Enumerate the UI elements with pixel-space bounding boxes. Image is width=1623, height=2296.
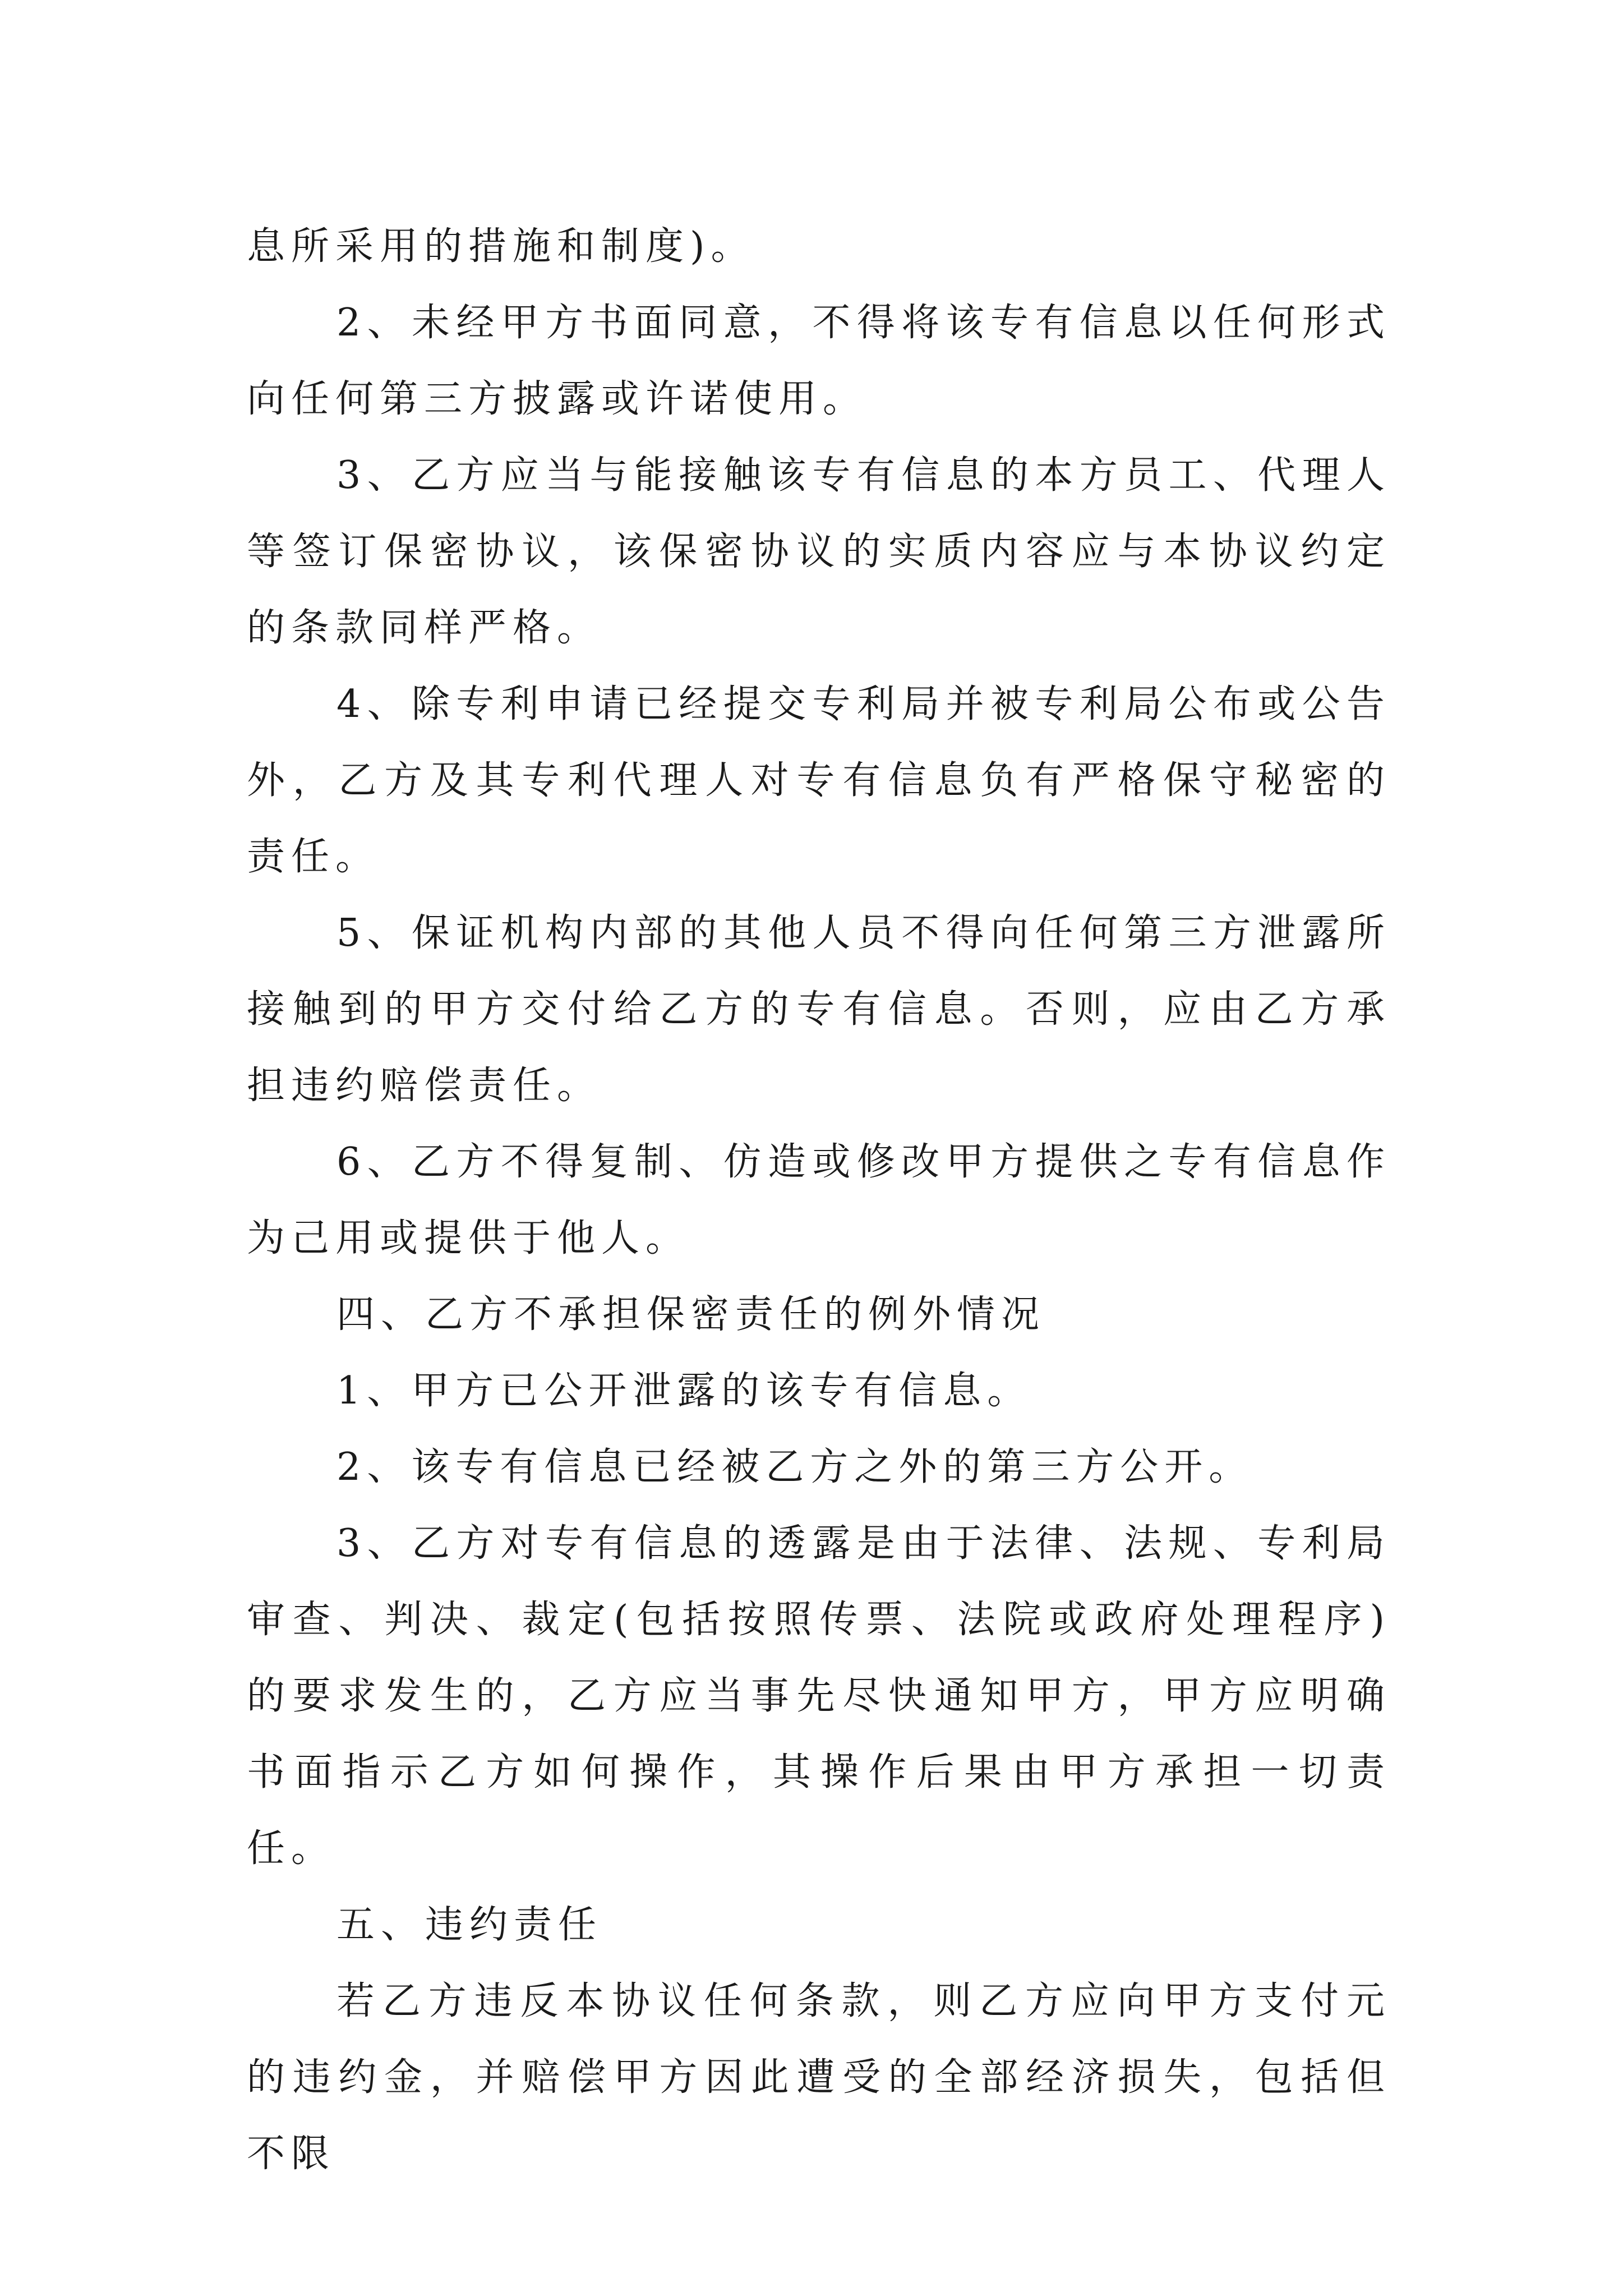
clause-4-3: 3、乙方对专有信息的透露是由于法律、法规、专利局审查、判决、裁定(包括按照传票、法院或政府处理程序)的要求发生的，乙方应当事先尽快通知甲方，甲方应明确书面指示乙方如何操作，其操作后果由甲方承担一切责任。 [247, 1521, 1391, 1871]
clause-5-body: 若乙方违反本协议任何条款，则乙方应向甲方支付元的违约金，并赔偿甲方因此遭受的全部经济损失，包括但不限 [247, 1979, 1391, 2176]
clause-3-6: 6、乙方不得复制、仿造或修改甲方提供之专有信息作为己用或提供于他人。 [247, 1140, 1391, 1260]
section-4-heading: 四、乙方不承担保密责任的例外情况 [336, 1292, 1046, 1337]
paragraph-continuation: 息所采用的措施和制度)。 [247, 224, 755, 269]
clause-4-1: 1、甲方已公开泄露的该专有信息。 [336, 1369, 1032, 1413]
clause-4-2: 2、该专有信息已经被乙方之外的第三方公开。 [336, 1445, 1253, 1489]
clause-3-3: 3、乙方应当与能接触该专有信息的本方员工、代理人等签订保密协议，该保密协议的实质内容应与本协议约定的条款同样严格。 [247, 453, 1391, 650]
section-5-heading: 五、违约责任 [336, 1903, 603, 1947]
document-body [247, 209, 1391, 2192]
clause-3-2: 2、未经甲方书面同意，不得将该专有信息以任何形式向任何第三方披露或许诺使用。 [247, 301, 1391, 421]
clause-3-5: 5、保证机构内部的其他人员不得向任何第三方泄露所接触到的甲方交付给乙方的专有信息。否则，应由乙方承担违约赔偿责任。 [247, 911, 1391, 1108]
clause-3-4: 4、除专利申请已经提交专利局并被专利局公布或公告外，乙方及其专利代理人对专有信息负有严格保守秘密的责任。 [247, 682, 1391, 879]
